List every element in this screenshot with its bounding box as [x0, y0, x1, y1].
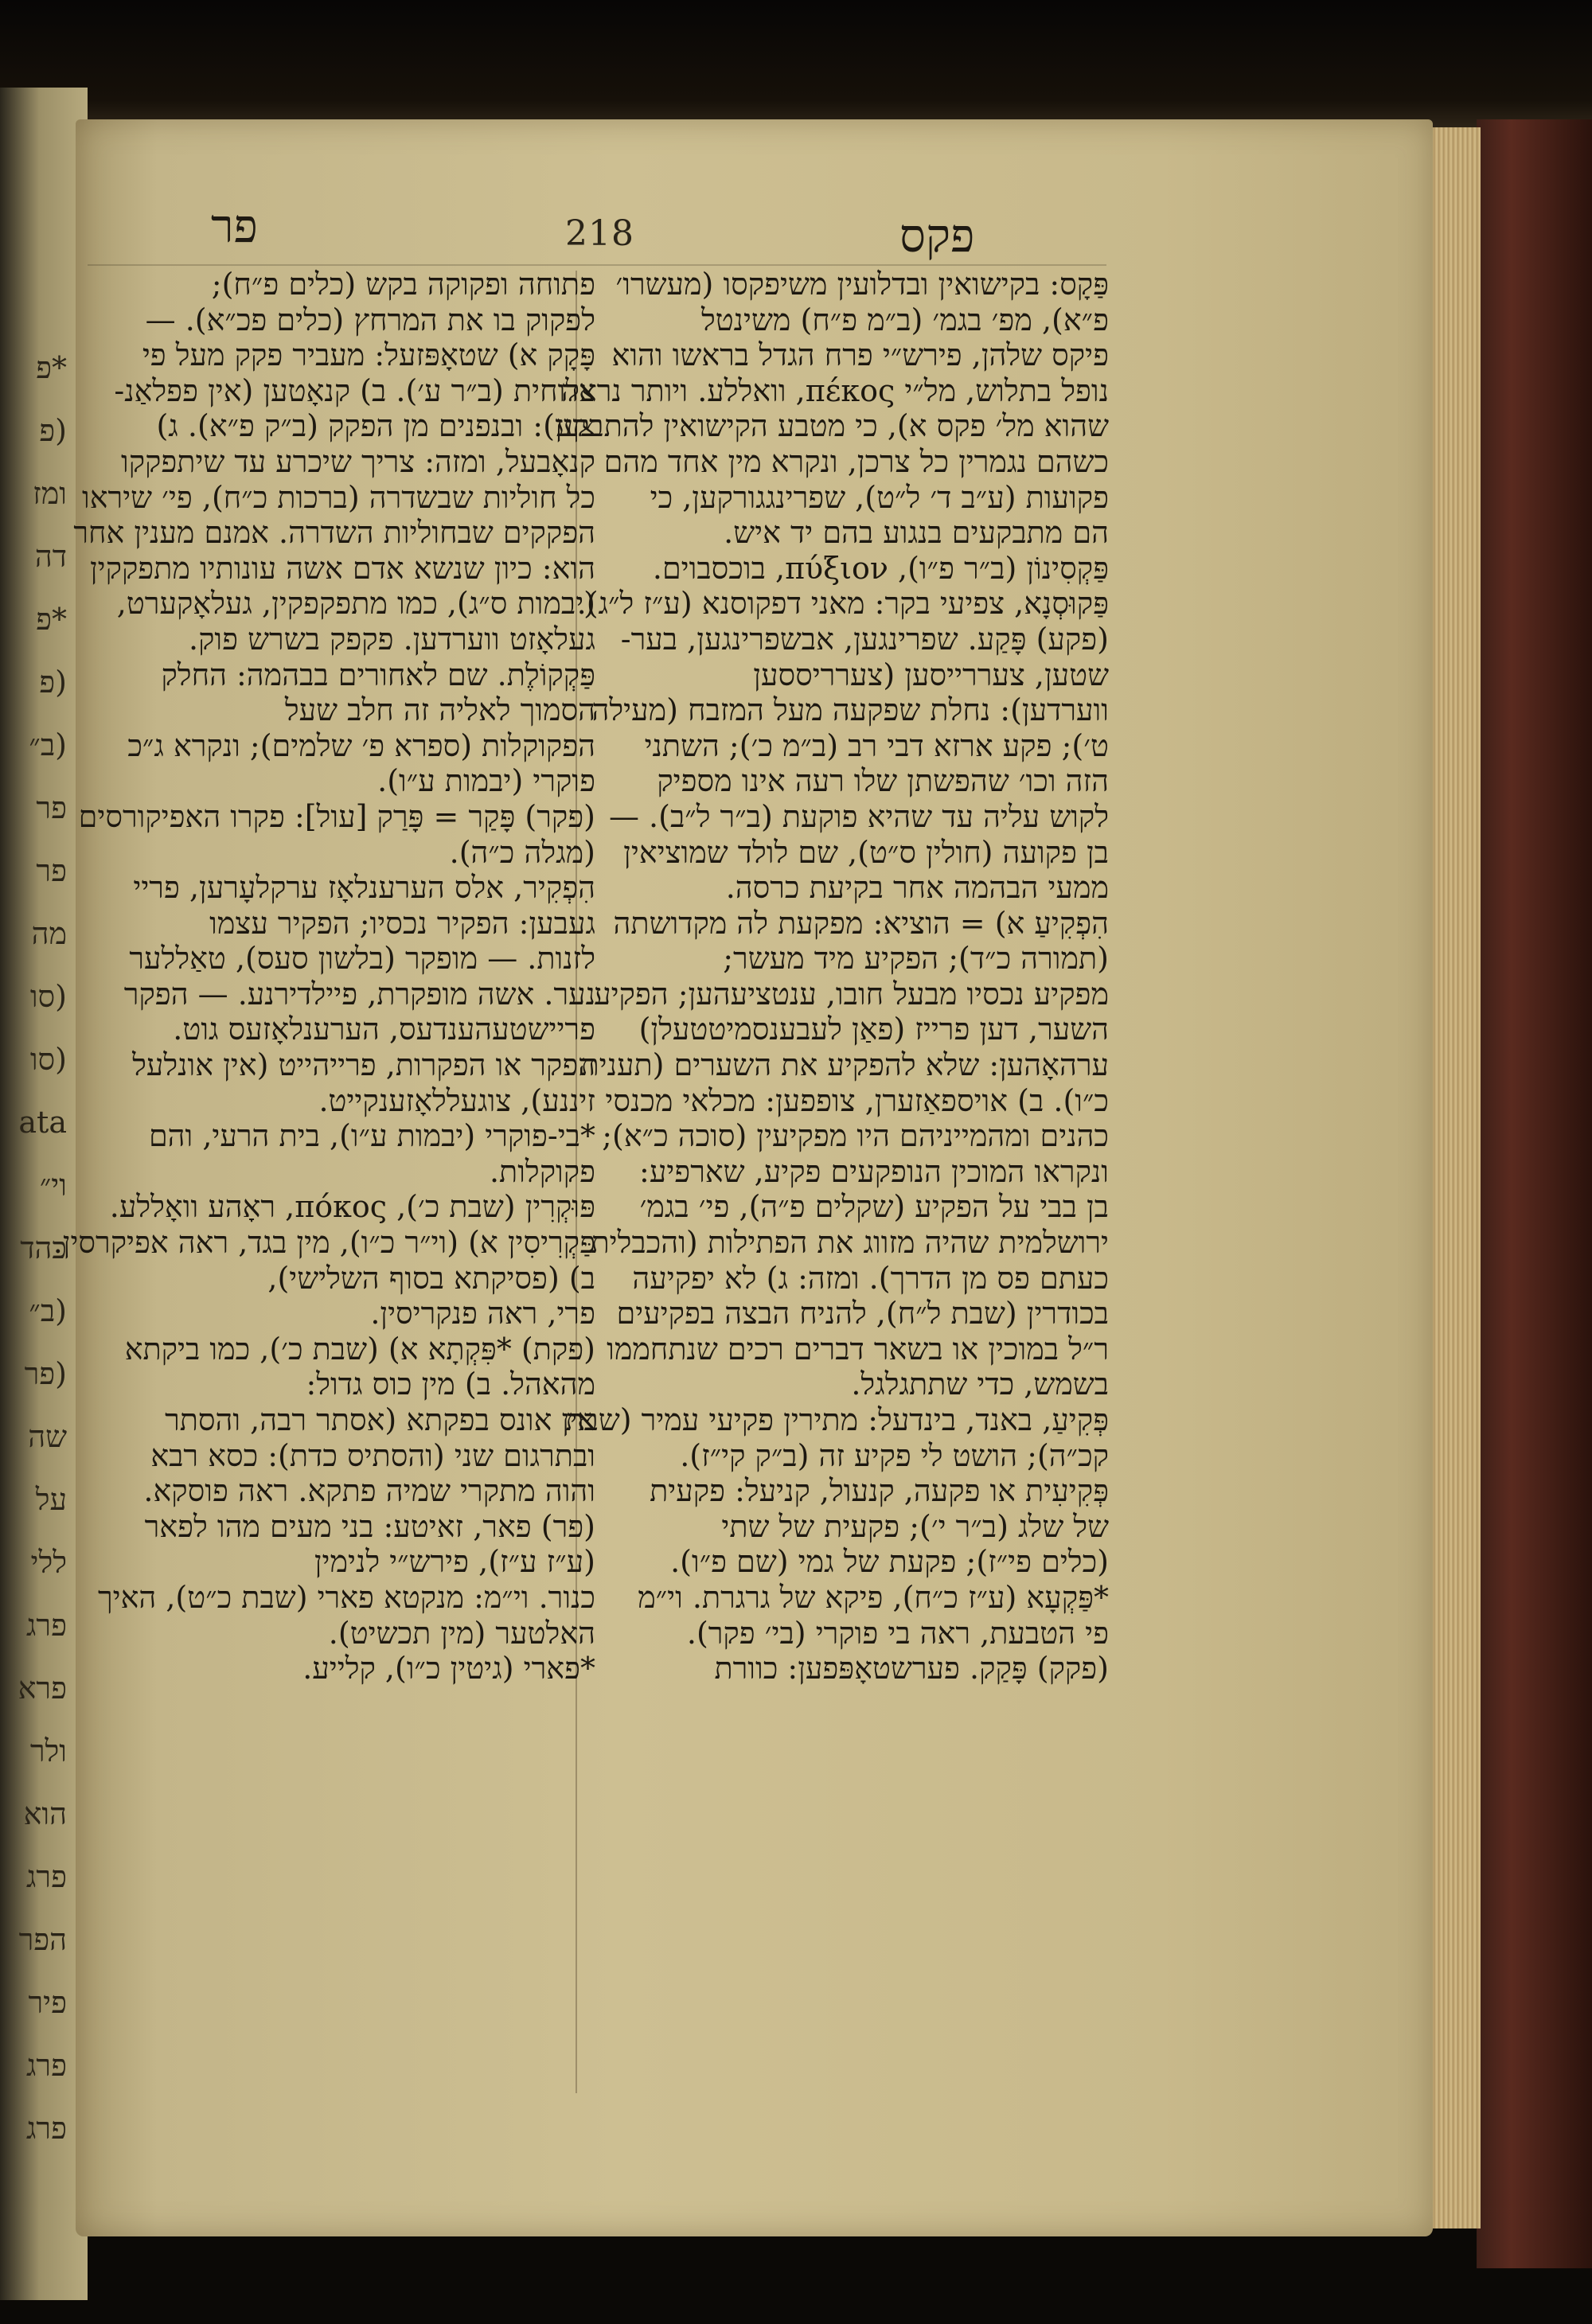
text-line: צען): ובנפנים מן הפקק (ב״ק פ״א). ג): [156, 408, 595, 444]
text-line: נופל בתלוש, מל״י πέκος, וואללע. ויותר נראה: [561, 372, 1109, 408]
left-page-fragment: פרג: [25, 2111, 67, 2146]
left-page-fragment: (ב״: [29, 1293, 67, 1328]
text-line: כל חוליות שבשדרה (ברכות כ״ח), פי׳ שיראו: [82, 479, 595, 515]
left-page-fragment: ata: [18, 1105, 67, 1140]
text-line: של שלג (ב״ר י׳); פקעית של שתי: [721, 1508, 1109, 1544]
left-page-fragment: (סו: [29, 979, 67, 1014]
text-line: כ״ו). ב) אויספאַזערן, צופפען: מכלאי מכנסי: [605, 1082, 1109, 1118]
left-page-fragment: הפר: [18, 1922, 67, 1957]
text-line: פ״א), מפ׳ בגמ׳ (ב״מ פ״ח) משינטל: [700, 302, 1109, 337]
text-line: הפקקים שבחוליות השדרה. אמנם מענין אחר: [73, 515, 595, 551]
text-line: *פארי (גיטין כ״ו), קלייע.: [302, 1651, 595, 1686]
left-page-fragment: (סו: [29, 1042, 67, 1077]
text-line: געבען: הפקיר נכסיו; הפקיר עצמו: [209, 905, 595, 941]
text-line: אין אונס בפקתא (אסתר רבה, והסתר: [165, 1402, 595, 1437]
text-line: כנור. וי״מ: מנקטא פארי (שבת כ״ט), האיך: [97, 1579, 595, 1615]
right-column: [556, 267, 1109, 2125]
text-line: הִפְקִיעַ א) = הוציא: מפקעת לה מקדושתה: [613, 905, 1109, 941]
text-line: כעתם פס מן הדרך). ומזה: ג) לא יפקיעה: [632, 1260, 1109, 1296]
text-line: ערהאָהען: שלא להפקיע את השערים (תענית: [580, 1047, 1109, 1083]
text-line: שהוא מל׳ פקס א), כי מטבע הקישואין להתבקע: [556, 408, 1109, 444]
text-line: זיננע), צוגעללאָזענקייט.: [318, 1082, 595, 1118]
left-page-fragment: הוא: [23, 1796, 67, 1831]
left-page-fragment: דה: [34, 539, 67, 574]
text-line: (ע״ז ע״ז), פירש״י לנימין: [314, 1544, 595, 1580]
text-line: פקועות (ע״ב ד׳ ל״ט), שפרינגגורקען, כי: [650, 479, 1109, 515]
text-line: ירושלמית שהיה מזווג את הפתילות (והכבלית: [591, 1225, 1109, 1261]
left-page-fragment: פרג: [25, 2048, 67, 2083]
text-line: ונקראו המוכין הנופקעים פקיע, שארפיע:: [639, 1153, 1109, 1189]
left-page-fragment: שה: [28, 1419, 67, 1454]
text-line: הפקר או הפקרות, פרייהייט (אין אונלעל: [132, 1047, 595, 1083]
left-page-fragment: פרא: [18, 1671, 67, 1706]
text-line: פי הטבעת, ראה בי פוקרי (בי׳ פקר).: [686, 1615, 1109, 1651]
text-line: השער, דען פרייז (פאַן לעבענסמיטטעלן): [638, 1012, 1109, 1047]
text-line: (מגלה כ״ה).: [449, 834, 595, 870]
text-line: קנאָבעל, ומזה: צריך שיכרע עד שיתפקקו: [120, 443, 595, 479]
text-line: פַּקְסִינוֹן (ב״ר פ״ו), πύξιον, בוכסבוים.: [652, 550, 1109, 586]
text-line: ממעי הבהמה אחר בקיעת כרסה.: [725, 870, 1109, 906]
left-page-fragment: פר: [36, 853, 67, 888]
text-line: כשהם נגמרין כל צרכן, ונקרא מין אחד מהם: [603, 443, 1109, 479]
text-line: ר״ל במוכין או בשאר דברים רכים שנתחממו: [607, 1331, 1109, 1367]
book-cover-edge: [1477, 119, 1592, 2268]
text-line: האלטער (מין תכשיט).: [328, 1615, 595, 1651]
text-line: פַּקְקוֹלֶת. שם לאחורים בבהמה: החלק: [161, 657, 595, 692]
left-page-edge: [0, 88, 88, 2300]
text-line: ב) (פסיקתא בסוף השלישי),: [267, 1260, 595, 1296]
text-line: פּוּקְרִין (שבת כ׳), πόκος, ראָהע וואָללע.: [109, 1189, 595, 1225]
left-page-fragment: ומז: [33, 476, 67, 511]
text-line: פריישטעהענדעס, הערענלאָזעס גוט.: [173, 1012, 595, 1047]
text-line: לפקוק בו את המרחץ (כלים פכ״א). —: [145, 302, 595, 337]
left-page-fragment: וי״: [39, 1168, 67, 1203]
left-page-fragment: פיר: [28, 1985, 67, 2020]
text-line: פַּקוּסְנָא, צפיעי בקר: מאני דפקוסנא (ע״ז ל״ג).: [576, 586, 1109, 622]
text-line: (תמורה כ״ד); הפקיע מיד מעשר;: [723, 941, 1109, 977]
text-line: פַּקְרִיסִין א) (וי״ר כ״ו), מין בגד, ראה אפיקרסין.: [53, 1225, 595, 1261]
text-line: שטען, צעררייסען (צערריססען: [753, 657, 1109, 692]
text-line: געלאָזט ווערדען. פקפק בשרש פוק.: [189, 621, 595, 657]
text-line: (פקת) *פִּקְתָא א) (שבת כ׳), כמו ביקתא: [124, 1331, 595, 1367]
text-line: הסמוך לאליה זה חלב שעל: [284, 692, 595, 728]
text-line: פתוחה ופקוקה בקש (כלים פ״ח);: [211, 267, 595, 302]
left-page-fragment: כהד: [20, 1230, 67, 1265]
text-line: (פקק) פָּקַק. פערשטאָפּפען: כוורת: [714, 1651, 1109, 1686]
text-line: פיקס שלהן, פירש״י פרח הגדל בראשו והוא: [611, 337, 1109, 373]
left-page-fragment: פר: [36, 790, 67, 825]
left-page-fragment: פרג: [25, 1859, 67, 1894]
text-line: (פקע) פָּקַע. שפרינגען, אבשפרינגען, בער-: [620, 621, 1109, 657]
left-column: [53, 267, 595, 2125]
text-line: בשמש, כדי שתתגלגל.: [851, 1367, 1109, 1402]
left-page-fragment: (פר: [24, 1356, 67, 1391]
text-line: בן בבי על הפקיע (שקלים פ״ה), פי׳ בגמ׳: [639, 1189, 1109, 1225]
text-line: (פר) פאר, זאיטע: בני מעים מהו לפאר: [144, 1508, 595, 1544]
left-page-fragment: ולר: [29, 1733, 67, 1768]
text-line: קכ״ה); הושט לי פקיע זה (ב״ק קי״ז).: [680, 1437, 1109, 1473]
text-line: מפקיע נכסיו מבעל חובו, ענטציעהען; הפקיע: [594, 976, 1109, 1012]
text-line: הזה וכו׳ שהפשתן שלו רעה אינו מספיק: [657, 763, 1109, 799]
left-page-fragment: (ב״: [29, 727, 67, 762]
text-line: ובתרגום שני (והסתיס כדת): כסא רבא: [150, 1437, 595, 1473]
left-page-fragment: פרג: [25, 1608, 67, 1643]
text-line: פרי, ראה פנקריסין.: [370, 1296, 595, 1332]
left-page-fragment: מה: [31, 916, 67, 951]
text-line: (יבמות ס״ג), כמו מתפקפקין, געלאָקערט,: [116, 586, 595, 622]
text-line: (פקר) פָּקַר = פָּרַק [עול]: פקרו האפיקורסים: [78, 798, 595, 834]
text-line: *בי-פוקרי (יבמות ע״ו), בית הרעי, והם: [148, 1118, 595, 1154]
text-line: בן פקועה (חולין ס״ט), שם לולד שמוציאין: [623, 834, 1109, 870]
text-line: (כלים פי״ז); פקעת של גמי (שם פ״ו).: [670, 1544, 1109, 1580]
text-line: ט׳); פקע ארזא דבי רב (ב״מ כ׳); השתני: [644, 727, 1109, 763]
text-line: פַּקָס: בקישואין ובדלועין משיפקסו (מעשרו׳: [615, 267, 1109, 302]
text-line: פָּקָק א) שטאָפּזעל: מעביר פקק מעל פי: [142, 337, 595, 373]
left-page-fragment: *פ: [36, 350, 67, 385]
text-line: נער. אשה מופקרת, פיילדירנע. — הפקר: [123, 976, 595, 1012]
text-line: הוא: כיון שנשא אדם אשה עונותיו מתפקקין: [89, 550, 595, 586]
left-page-fragments: [0, 350, 72, 2181]
text-line: פקוקלות.: [489, 1153, 595, 1189]
left-page-fragment: ללי: [30, 1545, 67, 1580]
left-page-fragment: על: [35, 1482, 67, 1517]
text-line: *פַּקְעָא (ע״ז כ״ח), פיקא של גרגרת. וי״מ: [638, 1579, 1109, 1615]
text-line: הִפְקִיר, אלס הערענלאָז ערקלעָרען, פריי: [133, 870, 595, 906]
header-left-word: פר: [211, 199, 258, 253]
text-line: כהנים ומהמייניהם היו מפקיעין (סוכה כ״א);: [602, 1118, 1109, 1154]
text-line: פְּקִיעַ, באנד, בינדעל: מתירין פקיעי עמיר (שבת: [565, 1402, 1109, 1437]
page-number: 218: [565, 213, 634, 254]
text-line: בכודרין (שבת ל״ח), להניח הבצה בפקיעים: [616, 1296, 1109, 1332]
left-page-fragment: (פ: [39, 665, 67, 700]
page-fore-edge: [1425, 127, 1481, 2228]
text-line: והוה מתקרי שמיה פתקא. ראה פוסקא.: [143, 1473, 595, 1509]
text-line: לקוש עליה עד שהיא פוקעת (ב״ר ל״ב). —: [608, 798, 1109, 834]
text-line: פוקרי (יבמות ע״ו).: [377, 763, 595, 799]
text-line: ווערדען): נחלת שפקעה מעל המזבח (מעילה: [591, 692, 1109, 728]
header-right-word: פקס: [899, 209, 975, 263]
text-line: צלוחית (ב״ר ע׳). ב) קנאָטען (אין פפלאַנ-: [114, 372, 595, 408]
text-line: מהאהל. ב) מין כוס גדול:: [306, 1367, 595, 1402]
text-line: הם מתבקעים בנגוע בהם יד איש.: [724, 515, 1109, 551]
left-page-fragment: (פ: [39, 413, 67, 448]
text-line: פְּקִיעִית או פקעה, קנעול, קניעל: פקעית: [650, 1473, 1109, 1509]
text-line: לזנות. — מופקר (בלשון סעס), טאַללער: [129, 941, 595, 977]
text-line: הפקוקלות (ספרא פ׳ שלמים); ונקרא ג״כ: [127, 727, 595, 763]
left-page-fragment: *פ: [36, 602, 67, 637]
header-rule: [88, 264, 1106, 266]
